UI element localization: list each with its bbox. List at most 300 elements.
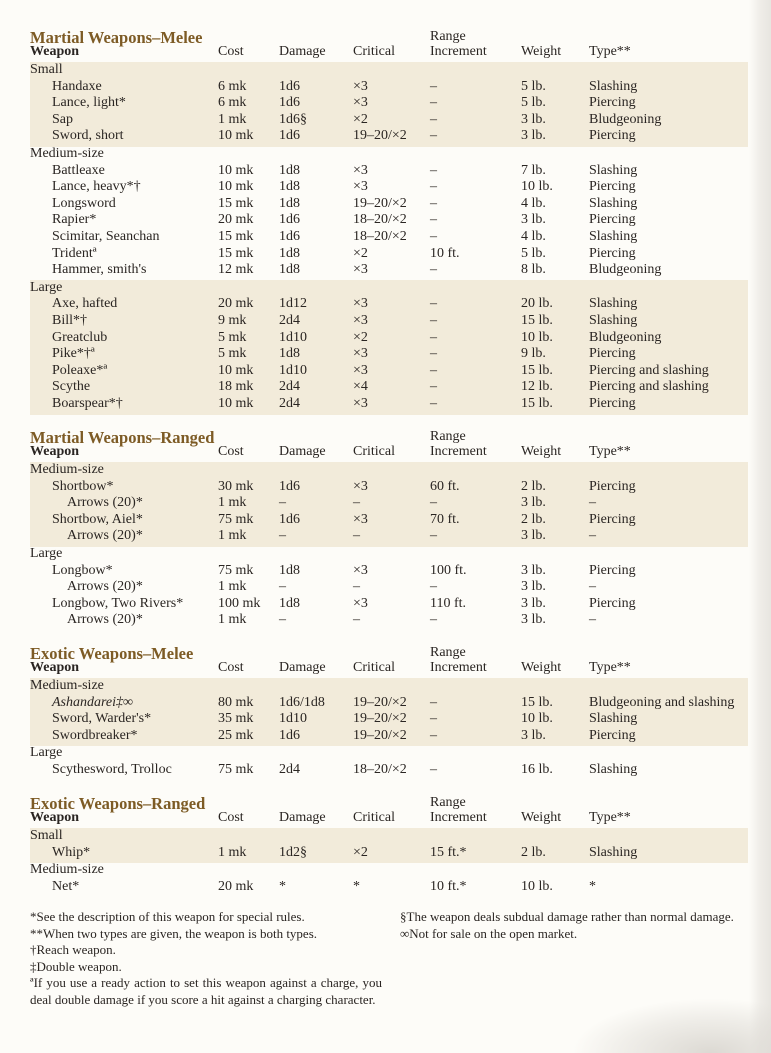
- weapon-row: [0, 563, 771, 580]
- column-header-critical: Critical: [353, 44, 395, 59]
- weapon-damage: 1d6§: [279, 111, 307, 127]
- weapon-cost: 15 mk: [218, 245, 254, 261]
- weapon-weight: 10 lb.: [521, 711, 553, 727]
- weapon-cost: 30 mk: [218, 478, 254, 494]
- weapon-cost: 10 mk: [218, 128, 254, 144]
- weapon-damage: 1d10: [279, 362, 307, 378]
- column-header-type: Type**: [589, 810, 631, 825]
- weapon-type: Slashing: [589, 313, 638, 328]
- weapon-weight: 10 lb.: [521, 179, 553, 195]
- category-row: [0, 462, 771, 479]
- weapon-type: Bludgeoning and slashing: [589, 694, 735, 710]
- weapon-range-increment: 10 ft.*: [430, 878, 467, 894]
- weapon-weight: 9 lb.: [521, 346, 546, 362]
- weapon-type: Piercing: [589, 212, 636, 228]
- weapon-weight: 2 lb.: [521, 478, 546, 494]
- weapon-critical: ×3: [353, 296, 368, 312]
- category-row: [0, 828, 771, 845]
- weapon-row: [0, 128, 771, 145]
- weapon-name: Greatclub: [52, 329, 108, 345]
- weapon-critical: ×3: [353, 262, 368, 278]
- weapon-damage: 1d2§: [279, 844, 307, 860]
- column-header-weapon: Weapon: [30, 660, 80, 675]
- weapon-name: Battleaxe: [52, 162, 105, 178]
- weapon-damage: 1d6: [279, 128, 300, 144]
- section-title: Martial Weapons–Melee: [30, 28, 203, 47]
- weapon-type: Slashing: [589, 762, 638, 777]
- column-header-range-line1: Range: [430, 29, 466, 44]
- category-row: [0, 745, 771, 762]
- weapon-critical: ×2: [353, 111, 368, 127]
- weapon-name: Sap: [52, 111, 73, 127]
- weapon-row: [0, 112, 771, 129]
- weapon-row: [0, 879, 771, 896]
- weapon-type: Slashing: [589, 195, 638, 211]
- weapon-damage: 1d8: [279, 262, 300, 278]
- weapon-critical: ×3: [353, 313, 368, 328]
- weapon-row: [0, 512, 771, 529]
- weapon-range-increment: –: [430, 296, 437, 312]
- section-title: Exotic Weapons–Ranged: [30, 794, 206, 813]
- weapon-critical: 18–20/×2: [353, 762, 407, 777]
- weapon-name: Longsword: [52, 195, 116, 211]
- weapon-type: Piercing and slashing: [589, 362, 709, 378]
- weapon-cost: 25 mk: [218, 727, 254, 743]
- weapon-row: [0, 379, 771, 396]
- column-header-weight: Weight: [521, 660, 562, 675]
- column-header-type: Type**: [589, 444, 631, 459]
- decorative-ornament: [571, 998, 771, 1053]
- category-row: [0, 678, 771, 695]
- category-row: [0, 546, 771, 563]
- weapon-type: *: [589, 878, 596, 894]
- weapon-cost: 75 mk: [218, 762, 254, 777]
- weapon-range-increment: –: [430, 711, 437, 727]
- weapon-weight: 5 lb.: [521, 245, 546, 261]
- weapon-row: [0, 711, 771, 728]
- weapon-damage: 1d8: [279, 595, 300, 611]
- weapon-range-increment: –: [430, 128, 437, 144]
- weapon-name: Axe, hafted: [52, 296, 118, 312]
- weapon-weight: 5 lb.: [521, 78, 546, 94]
- weapon-row: [0, 695, 771, 712]
- column-header-weapon: Weapon: [30, 44, 80, 59]
- weapon-damage: 2d4: [279, 762, 300, 777]
- weapon-row: [0, 596, 771, 613]
- column-header-cost: Cost: [218, 444, 244, 459]
- weapon-type: –: [589, 495, 596, 511]
- weapon-row: [0, 396, 771, 413]
- weapon-range-increment: –: [430, 95, 437, 111]
- weapon-damage: 2d4: [279, 313, 300, 328]
- weapon-name: Whip*: [52, 844, 91, 860]
- weapon-weight: 15 lb.: [521, 362, 553, 378]
- weapon-cost: 1 mk: [218, 528, 247, 544]
- weapon-damage: 1d12: [279, 296, 307, 312]
- weapon-weight: 8 lb.: [521, 262, 546, 278]
- column-header-damage: Damage: [279, 660, 326, 675]
- weapon-type: Piercing: [589, 562, 636, 578]
- weapon-cost: 5 mk: [218, 329, 247, 345]
- weapon-range-increment: 10 ft.: [430, 245, 460, 261]
- weapon-cost: 15 mk: [218, 229, 254, 244]
- weapon-name: Sword, short: [52, 128, 124, 144]
- weapon-range-increment: –: [430, 229, 437, 244]
- weapon-name: Hammer, smith's: [52, 262, 147, 278]
- weapon-row: [0, 479, 771, 496]
- weapon-weight: 2 lb.: [521, 511, 546, 527]
- weapon-type: Bludgeoning: [589, 329, 662, 345]
- weapon-name: Ashandarei‡∞: [52, 694, 134, 710]
- weapon-row: [0, 262, 771, 279]
- weapon-critical: –: [353, 495, 360, 511]
- weapon-cost: 35 mk: [218, 711, 254, 727]
- column-header-critical: Critical: [353, 660, 395, 675]
- weapon-critical: ×3: [353, 562, 368, 578]
- section-title: Exotic Weapons–Melee: [30, 644, 194, 663]
- footnote-two-types: **When two types are given, the weapon is both types.: [30, 925, 318, 941]
- weapon-weight: 15 lb.: [521, 694, 553, 710]
- weapon-type: Piercing: [589, 727, 636, 743]
- weapon-critical: ×2: [353, 329, 368, 345]
- weapon-weight: 3 lb.: [521, 727, 546, 743]
- weapon-critical: ×3: [353, 478, 368, 494]
- weapon-row: [0, 296, 771, 313]
- weapon-damage: 1d6: [279, 478, 300, 494]
- weapon-name: Tridentª: [52, 245, 97, 261]
- weapon-range-increment: –: [430, 195, 437, 211]
- column-header-range-line1: Range: [430, 795, 466, 810]
- weapon-weight: 10 lb.: [521, 878, 553, 894]
- category-row: [0, 146, 771, 163]
- section-title: Martial Weapons–Ranged: [30, 428, 215, 447]
- size-category: Large: [30, 279, 63, 295]
- weapon-weight: 5 lb.: [521, 95, 546, 111]
- weapon-name: Rapier*: [52, 212, 97, 228]
- weapon-damage: 1d8: [279, 245, 300, 261]
- weapon-type: Piercing: [589, 595, 636, 611]
- weapon-critical: ×2: [353, 245, 368, 261]
- weapon-range-increment: –: [430, 694, 437, 710]
- weapon-damage: 1d6: [279, 78, 300, 94]
- weapon-row: [0, 579, 771, 596]
- footnote-double: ‡Double weapon.: [30, 958, 122, 974]
- weapon-type: Piercing: [589, 511, 636, 527]
- column-header-type: Type**: [589, 660, 631, 675]
- weapon-row: [0, 163, 771, 180]
- weapon-weight: 2 lb.: [521, 844, 546, 860]
- weapon-range-increment: –: [430, 396, 437, 411]
- weapon-row: [0, 179, 771, 196]
- weapon-type: Bludgeoning: [589, 111, 662, 127]
- weapon-damage: 1d6/1d8: [279, 694, 325, 710]
- weapon-type: –: [589, 528, 596, 544]
- weapon-critical: ×4: [353, 379, 368, 395]
- weapon-name: Shortbow, Aiel*: [52, 511, 143, 527]
- weapon-name: Scythe: [52, 379, 91, 395]
- weapon-damage: 1d8: [279, 162, 300, 178]
- weapon-row: [0, 762, 771, 779]
- category-row: [0, 280, 771, 297]
- weapon-weight: 16 lb.: [521, 762, 553, 777]
- weapon-damage: 1d8: [279, 346, 300, 362]
- column-header-cost: Cost: [218, 44, 244, 59]
- weapon-row: [0, 95, 771, 112]
- weapon-critical: 18–20/×2: [353, 212, 407, 228]
- weapon-cost: 5 mk: [218, 346, 247, 362]
- weapon-name: Longbow*: [52, 562, 113, 578]
- weapon-damage: 1d10: [279, 711, 307, 727]
- weapon-weight: 3 lb.: [521, 562, 546, 578]
- weapon-cost: 20 mk: [218, 878, 254, 894]
- column-header-range-line1: Range: [430, 429, 466, 444]
- weapon-critical: –: [353, 579, 360, 595]
- weapon-range-increment: 60 ft.: [430, 478, 460, 494]
- weapon-weight: 3 lb.: [521, 111, 546, 127]
- column-header-cost: Cost: [218, 810, 244, 825]
- weapon-range-increment: 15 ft.*: [430, 844, 467, 860]
- column-header-weight: Weight: [521, 444, 562, 459]
- weapon-type: –: [589, 612, 596, 628]
- weapon-type: Piercing and slashing: [589, 379, 709, 395]
- weapon-row: [0, 728, 771, 745]
- weapon-cost: 6 mk: [218, 78, 247, 94]
- weapon-name: Shortbow*: [52, 478, 114, 494]
- weapon-name: Scimitar, Seanchan: [52, 229, 160, 244]
- weapon-type: Piercing: [589, 95, 636, 111]
- weapon-damage: –: [279, 612, 286, 628]
- weapon-critical: 18–20/×2: [353, 229, 407, 244]
- weapon-critical: ×3: [353, 95, 368, 111]
- weapon-critical: ×3: [353, 179, 368, 195]
- weapon-range-increment: –: [430, 762, 437, 777]
- weapon-type: Piercing: [589, 478, 636, 494]
- weapon-range-increment: –: [430, 579, 437, 595]
- weapon-cost: 75 mk: [218, 511, 254, 527]
- footnotes-right: [400, 909, 748, 942]
- weapon-damage: 1d6: [279, 212, 300, 228]
- weapon-type: –: [589, 579, 596, 595]
- weapon-name: Boarspear*†: [52, 396, 123, 411]
- weapon-row: [0, 229, 771, 246]
- weapon-name: Poleaxe*ª: [52, 362, 108, 378]
- weapon-cost: 10 mk: [218, 396, 254, 411]
- weapon-damage: 1d6: [279, 727, 300, 743]
- weapon-damage: 1d8: [279, 562, 300, 578]
- size-category: Medium-size: [30, 146, 104, 161]
- size-category: Large: [30, 745, 63, 761]
- footnotes-left: [30, 909, 382, 1009]
- weapon-damage: 1d8: [279, 179, 300, 195]
- size-category: Small: [30, 828, 63, 843]
- weapon-critical: ×3: [353, 346, 368, 362]
- weapon-critical: ×3: [353, 162, 368, 178]
- weapon-range-increment: –: [430, 212, 437, 228]
- weapon-range-increment: –: [430, 346, 437, 362]
- footnote-reach: †Reach weapon.: [30, 942, 116, 958]
- column-header-weapon: Weapon: [30, 444, 80, 459]
- weapon-range-increment: –: [430, 111, 437, 127]
- weapon-critical: 19–20/×2: [353, 727, 407, 743]
- weapon-row: [0, 79, 771, 96]
- weapon-name: Net*: [52, 878, 80, 894]
- weapon-range-increment: –: [430, 612, 437, 628]
- column-header-type: Type**: [589, 44, 631, 59]
- weapon-row: [0, 246, 771, 263]
- weapon-cost: 10 mk: [218, 179, 254, 195]
- weapon-range-increment: –: [430, 262, 437, 278]
- weapon-name: Handaxe: [52, 78, 102, 94]
- weapon-damage: 1d6: [279, 511, 300, 527]
- column-header-range-line2: Increment: [430, 444, 487, 459]
- weapon-weight: 3 lb.: [521, 612, 546, 628]
- weapon-row: [0, 313, 771, 330]
- weapon-type: Slashing: [589, 162, 638, 178]
- weapon-critical: ×3: [353, 362, 368, 378]
- weapon-weight: 3 lb.: [521, 212, 546, 228]
- weapon-weight: 3 lb.: [521, 128, 546, 144]
- weapon-damage: 1d8: [279, 195, 300, 211]
- weapon-name: Arrows (20)*: [67, 612, 143, 628]
- weapon-type: Slashing: [589, 78, 638, 94]
- weapon-weight: 20 lb.: [521, 296, 553, 312]
- weapon-critical: –: [353, 612, 360, 628]
- size-category: Small: [30, 62, 63, 77]
- weapon-damage: 1d6: [279, 229, 300, 244]
- weapon-range-increment: 70 ft.: [430, 511, 460, 527]
- weapon-damage: 2d4: [279, 379, 300, 395]
- weapon-type: Piercing: [589, 245, 636, 261]
- weapon-damage: –: [279, 495, 286, 511]
- weapon-weight: 10 lb.: [521, 329, 553, 345]
- weapon-weight: 7 lb.: [521, 162, 546, 178]
- weapon-critical: –: [353, 528, 360, 544]
- weapon-critical: 19–20/×2: [353, 195, 407, 211]
- column-header-range-line2: Increment: [430, 660, 487, 675]
- column-header-range-line2: Increment: [430, 44, 487, 59]
- weapon-critical: ×3: [353, 595, 368, 611]
- weapon-critical: ×2: [353, 844, 368, 860]
- weapon-critical: ×3: [353, 396, 368, 411]
- weapon-type: Piercing: [589, 396, 636, 411]
- weapon-cost: 20 mk: [218, 212, 254, 228]
- weapon-cost: 10 mk: [218, 362, 254, 378]
- weapon-cost: 1 mk: [218, 495, 247, 511]
- weapon-cost: 18 mk: [218, 379, 254, 395]
- column-header-range-line2: Increment: [430, 810, 487, 825]
- category-row: [0, 62, 771, 79]
- weapon-critical: ×3: [353, 78, 368, 94]
- weapon-cost: 80 mk: [218, 694, 254, 710]
- column-header-critical: Critical: [353, 810, 395, 825]
- weapon-critical: ×3: [353, 511, 368, 527]
- column-header-damage: Damage: [279, 44, 326, 59]
- column-header-weight: Weight: [521, 44, 562, 59]
- weapon-row: [0, 196, 771, 213]
- column-header-damage: Damage: [279, 810, 326, 825]
- size-category: Large: [30, 546, 63, 561]
- size-category: Medium-size: [30, 462, 104, 477]
- weapon-cost: 1 mk: [218, 612, 247, 628]
- weapon-cost: 1 mk: [218, 844, 247, 860]
- column-header-damage: Damage: [279, 444, 326, 459]
- weapon-row: [0, 495, 771, 512]
- weapon-name: Arrows (20)*: [67, 528, 143, 544]
- weapon-row: [0, 845, 771, 862]
- weapon-cost: 1 mk: [218, 111, 247, 127]
- weapon-name: Lance, heavy*†: [52, 179, 141, 195]
- weapon-type: Piercing: [589, 346, 636, 362]
- weapon-weight: 4 lb.: [521, 195, 546, 211]
- weapon-type: Piercing: [589, 128, 636, 144]
- weapon-damage: *: [279, 878, 286, 894]
- weapon-weight: 15 lb.: [521, 396, 553, 411]
- weapon-damage: 1d6: [279, 95, 300, 111]
- footnote-not-for-sale: ∞Not for sale on the open market.: [400, 925, 578, 941]
- weapon-cost: 12 mk: [218, 262, 254, 278]
- weapon-name: Arrows (20)*: [67, 579, 143, 595]
- weapon-type: Piercing: [589, 179, 636, 195]
- weapon-weight: 4 lb.: [521, 229, 546, 244]
- weapon-cost: 100 mk: [218, 595, 261, 611]
- weapon-weight: 12 lb.: [521, 379, 553, 395]
- weapon-cost: 1 mk: [218, 579, 247, 595]
- footnote-subdual: §The weapon deals subdual damage rather than normal damage.: [400, 909, 734, 924]
- weapon-range-increment: –: [430, 179, 437, 195]
- weapon-row: [0, 346, 771, 363]
- weapon-type: Bludgeoning: [589, 262, 662, 278]
- weapon-range-increment: –: [430, 495, 437, 511]
- column-header-weight: Weight: [521, 810, 562, 825]
- size-category: Medium-size: [30, 678, 104, 693]
- column-header-critical: Critical: [353, 444, 395, 459]
- weapon-damage: –: [279, 579, 286, 595]
- weapon-range-increment: –: [430, 362, 437, 378]
- weapon-name: Sword, Warder's*: [52, 711, 152, 727]
- weapon-name: Swordbreaker*: [52, 727, 138, 743]
- weapon-name: Longbow, Two Rivers*: [52, 595, 184, 611]
- weapon-range-increment: –: [430, 379, 437, 395]
- weapon-name: Scythesword, Trolloc: [52, 762, 172, 777]
- weapon-range-increment: –: [430, 528, 437, 544]
- weapon-cost: 15 mk: [218, 195, 254, 211]
- weapon-range-increment: –: [430, 313, 437, 328]
- weapon-critical: 19–20/×2: [353, 694, 407, 710]
- column-header-cost: Cost: [218, 660, 244, 675]
- weapon-cost: 6 mk: [218, 95, 247, 111]
- weapon-row: [0, 330, 771, 347]
- weapon-name: Arrows (20)*: [67, 495, 143, 511]
- weapon-critical: 19–20/×2: [353, 711, 407, 727]
- weapon-type: Slashing: [589, 296, 638, 312]
- weapon-weight: 15 lb.: [521, 313, 553, 328]
- category-row: [0, 862, 771, 879]
- weapon-row: [0, 528, 771, 545]
- weapon-weight: 3 lb.: [521, 595, 546, 611]
- weapon-critical: *: [353, 878, 360, 894]
- weapon-weight: 3 lb.: [521, 579, 546, 595]
- weapon-cost: 9 mk: [218, 313, 247, 328]
- weapon-damage: –: [279, 528, 286, 544]
- weapon-cost: 75 mk: [218, 562, 254, 578]
- weapon-weight: 3 lb.: [521, 528, 546, 544]
- weapon-range-increment: –: [430, 727, 437, 743]
- weapon-cost: 10 mk: [218, 162, 254, 178]
- weapon-row: [0, 363, 771, 380]
- column-header-range-line1: Range: [430, 645, 466, 660]
- weapon-critical: 19–20/×2: [353, 128, 407, 144]
- weapon-name: Bill*†: [52, 313, 88, 328]
